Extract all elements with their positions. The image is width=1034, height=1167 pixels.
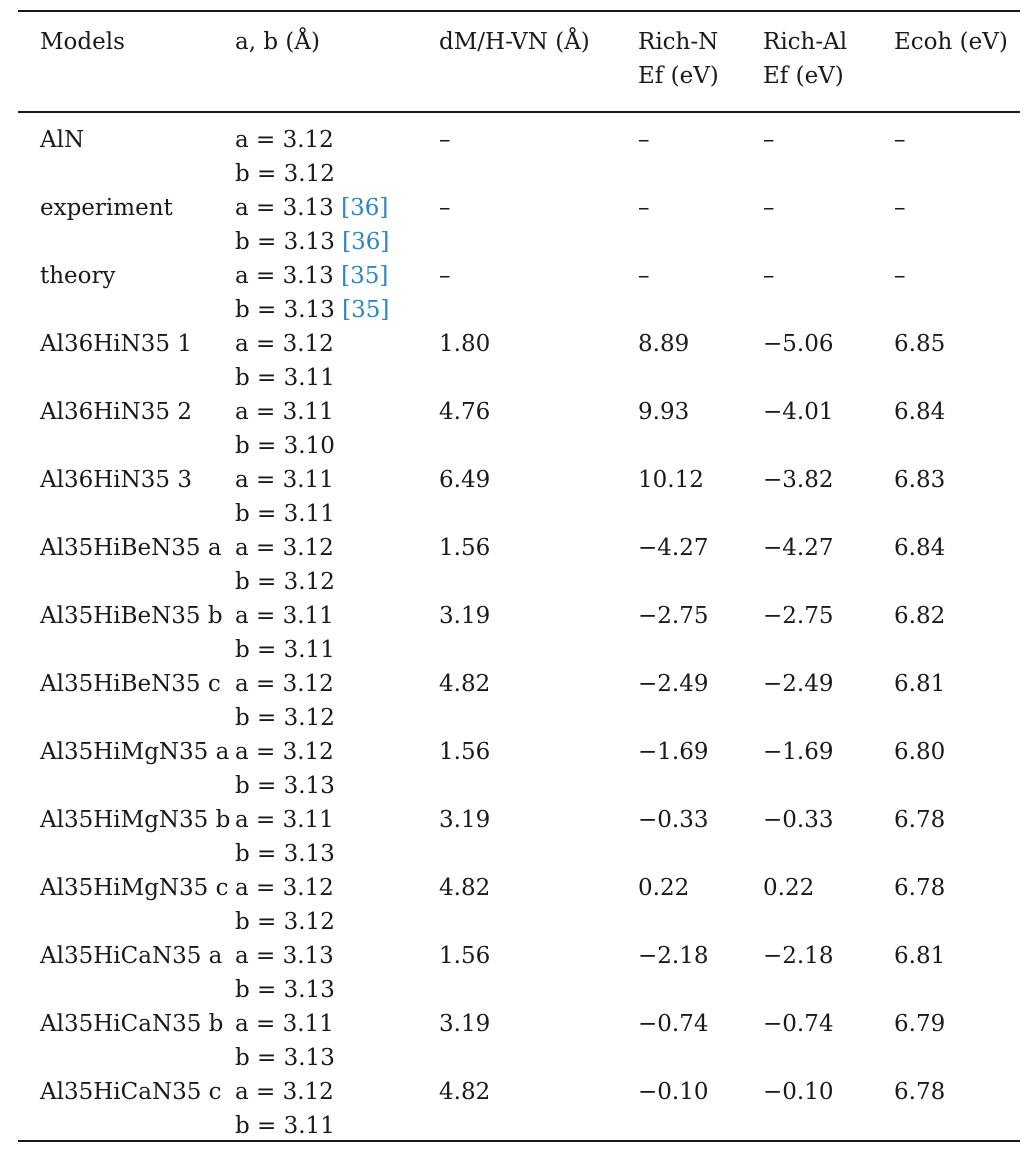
model-label: Al35HiCaN35 c: [40, 1078, 222, 1105]
cell-model: [18, 871, 229, 939]
header-rich-al-line1: Rich-Al: [763, 29, 848, 55]
table-row: [18, 735, 1020, 803]
ef-rich-al-value: −4.27: [763, 534, 834, 561]
lattice-b: [235, 1041, 417, 1075]
cell-ecoh: [872, 395, 1020, 463]
lattice-a: [235, 871, 417, 905]
lattice-b-value: b = 3.11: [235, 500, 335, 527]
cell-model: [18, 1075, 222, 1143]
ecoh-value: 6.82: [894, 602, 946, 629]
distance-value: 1.56: [439, 738, 491, 765]
cell-ef-rich-al: [741, 1007, 872, 1075]
lattice-b: [235, 157, 417, 191]
cell-model: [18, 113, 213, 191]
cell-model: [18, 1007, 224, 1075]
cell-ef-rich-al: [741, 803, 872, 871]
cell-model: [18, 327, 213, 395]
cell-lattice: [213, 735, 417, 803]
ecoh-value: –: [894, 262, 906, 289]
cell-distance: [417, 463, 616, 531]
model-label: Al35HiBeN35 a: [40, 534, 222, 561]
distance-value: 4.76: [439, 398, 491, 425]
table-row: [18, 259, 1020, 327]
header-lattice: a, b (Å): [235, 29, 320, 55]
table-row: [18, 803, 1020, 871]
lattice-a: [235, 191, 417, 225]
model-label: Al35HiMgN35 a: [40, 738, 230, 765]
cell-lattice: [213, 667, 417, 735]
lattice-a-value: a = 3.12: [235, 330, 334, 357]
ef-rich-al-value: −4.01: [763, 398, 834, 425]
cell-ecoh: [872, 735, 1020, 803]
cell-distance: [417, 667, 616, 735]
cell-ef-rich-n: [616, 113, 741, 191]
lattice-a-value: a = 3.11: [235, 806, 334, 833]
ef-rich-n-value: −0.33: [638, 806, 709, 833]
cell-ef-rich-n: [616, 1075, 741, 1143]
lattice-b: [235, 633, 417, 667]
lattice-b: [235, 905, 417, 939]
header-row: [18, 12, 1020, 111]
lattice-b-value: b = 3.12: [235, 704, 335, 731]
table-row: [18, 871, 1020, 939]
ef-rich-n-value: 10.12: [638, 466, 704, 493]
ecoh-value: 6.80: [894, 738, 946, 765]
cell-distance: [417, 939, 616, 1007]
model-label: experiment: [40, 194, 173, 221]
ef-rich-n-value: −0.10: [638, 1078, 709, 1105]
model-label: Al35HiBeN35 c: [40, 670, 221, 697]
lattice-b-value: b = 3.11: [235, 636, 335, 663]
header-ecoh: Ecoh (eV): [894, 29, 1008, 55]
table-row: [18, 191, 1020, 259]
ef-rich-n-value: 0.22: [638, 874, 690, 901]
ecoh-value: 6.84: [894, 534, 946, 561]
model-label: Al35HiMgN35 c: [40, 874, 229, 901]
cell-ef-rich-al: [741, 395, 872, 463]
cell-model: [18, 599, 223, 667]
ef-rich-al-value: −3.82: [763, 466, 834, 493]
cell-distance: [417, 599, 616, 667]
ecoh-value: 6.83: [894, 466, 946, 493]
model-label: Al35HiCaN35 b: [40, 1010, 224, 1037]
cell-ef-rich-n: [616, 463, 741, 531]
lattice-a: [235, 327, 417, 361]
header-rich-al: [741, 12, 872, 111]
reference-link[interactable]: [36]: [342, 228, 390, 255]
ef-rich-al-value: −2.75: [763, 602, 834, 629]
lattice-a: [235, 1007, 417, 1041]
lattice-a: [235, 803, 417, 837]
bottom-rule: [18, 1140, 1020, 1142]
cell-ef-rich-al: [741, 113, 872, 191]
table-row: [18, 667, 1020, 735]
lattice-b: [235, 225, 417, 259]
lattice-a: [235, 1075, 417, 1109]
ef-rich-al-value: −2.18: [763, 942, 834, 969]
cell-ef-rich-n: [616, 735, 741, 803]
cell-ecoh: [872, 463, 1020, 531]
cell-lattice: [213, 803, 417, 871]
distance-value: –: [439, 194, 451, 221]
lattice-b: [235, 1109, 417, 1143]
ecoh-value: 6.78: [894, 806, 946, 833]
cell-distance: [417, 113, 616, 191]
cell-lattice: [213, 463, 417, 531]
cell-model: [18, 259, 213, 327]
ecoh-value: 6.84: [894, 398, 946, 425]
cell-ef-rich-n: [616, 1007, 741, 1075]
cell-lattice: [213, 113, 417, 191]
lattice-a-value: a = 3.12: [235, 534, 334, 561]
lattice-b: [235, 429, 417, 463]
cell-lattice: [213, 395, 417, 463]
distance-value: 4.82: [439, 874, 491, 901]
ecoh-value: 6.78: [894, 874, 946, 901]
lattice-b-value: b = 3.11: [235, 1112, 335, 1139]
cell-ef-rich-al: [741, 463, 872, 531]
cell-ecoh: [872, 259, 1020, 327]
ecoh-value: 6.78: [894, 1078, 946, 1105]
header-rich-n: [616, 12, 741, 111]
table-row: [18, 395, 1020, 463]
cell-distance: [417, 259, 616, 327]
cell-model: [18, 735, 230, 803]
cell-model: [18, 463, 213, 531]
ef-rich-al-value: −0.33: [763, 806, 834, 833]
reference-link[interactable]: [35]: [341, 262, 389, 289]
cell-lattice: [213, 191, 417, 259]
cell-lattice: [213, 939, 417, 1007]
cell-distance: [417, 191, 616, 259]
cell-model: [18, 803, 231, 871]
cell-ef-rich-al: [741, 327, 872, 395]
distance-value: 4.82: [439, 1078, 491, 1105]
cell-lattice: [213, 259, 417, 327]
cell-ef-rich-al: [741, 191, 872, 259]
model-label: Al36HiN35 3: [40, 466, 192, 493]
reference-link[interactable]: [36]: [341, 194, 389, 221]
ef-rich-al-value: –: [763, 126, 775, 153]
table-row: [18, 327, 1020, 395]
cell-lattice: [213, 599, 417, 667]
cell-ef-rich-n: [616, 803, 741, 871]
header-rich-al-line2: Ef (eV): [763, 63, 844, 89]
model-label: AlN: [40, 126, 85, 153]
model-label: theory: [40, 262, 116, 289]
lattice-b-value: b = 3.10: [235, 432, 335, 459]
cell-distance: [417, 735, 616, 803]
cell-distance: [417, 395, 616, 463]
ef-rich-n-value: −1.69: [638, 738, 709, 765]
lattice-b-value: b = 3.13: [235, 976, 335, 1003]
data-table: [18, 12, 1020, 111]
header-rich-n-line2: Ef (eV): [638, 63, 719, 89]
cell-distance: [417, 803, 616, 871]
lattice-b-value: b = 3.13: [235, 1044, 335, 1071]
cell-ecoh: [872, 191, 1020, 259]
lattice-b-value: b = 3.13: [235, 228, 335, 255]
cell-lattice: [213, 1007, 417, 1075]
cell-ef-rich-n: [616, 395, 741, 463]
cell-ecoh: [872, 327, 1020, 395]
ef-rich-n-value: –: [638, 194, 650, 221]
table-row: [18, 531, 1020, 599]
lattice-a: [235, 463, 417, 497]
table-row: [18, 1007, 1020, 1075]
lattice-b: [235, 769, 417, 803]
cell-distance: [417, 327, 616, 395]
header-models: Models: [40, 29, 125, 55]
lattice-b-value: b = 3.12: [235, 908, 335, 935]
table-row: [18, 1075, 1020, 1143]
model-label: Al35HiMgN35 b: [40, 806, 231, 833]
lattice-a-value: a = 3.12: [235, 670, 334, 697]
cell-ef-rich-al: [741, 735, 872, 803]
cell-model: [18, 191, 213, 259]
ecoh-value: –: [894, 194, 906, 221]
cell-ecoh: [872, 803, 1020, 871]
ef-rich-n-value: –: [638, 126, 650, 153]
ecoh-value: 6.81: [894, 670, 946, 697]
cell-model: [18, 667, 221, 735]
distance-value: 6.49: [439, 466, 491, 493]
ef-rich-al-value: −2.49: [763, 670, 834, 697]
cell-ef-rich-n: [616, 259, 741, 327]
distance-value: 3.19: [439, 1010, 491, 1037]
lattice-a-value: a = 3.11: [235, 1010, 334, 1037]
cell-ef-rich-al: [741, 259, 872, 327]
lattice-a: [235, 735, 417, 769]
lattice-b-value: b = 3.13: [235, 296, 335, 323]
ef-rich-n-value: −4.27: [638, 534, 709, 561]
cell-ecoh: [872, 939, 1020, 1007]
reference-link[interactable]: [35]: [342, 296, 390, 323]
cell-lattice: [213, 327, 417, 395]
lattice-a: [235, 531, 417, 565]
ecoh-value: 6.79: [894, 1010, 946, 1037]
cell-ef-rich-al: [741, 1075, 872, 1143]
cell-ecoh: [872, 667, 1020, 735]
table-row: [18, 463, 1020, 531]
cell-ef-rich-n: [616, 599, 741, 667]
cell-ecoh: [872, 599, 1020, 667]
ef-rich-n-value: 8.89: [638, 330, 690, 357]
ef-rich-n-value: −0.74: [638, 1010, 709, 1037]
lattice-b-value: b = 3.11: [235, 364, 335, 391]
cell-ef-rich-al: [741, 667, 872, 735]
distance-value: –: [439, 262, 451, 289]
ef-rich-n-value: −2.75: [638, 602, 709, 629]
ef-rich-al-value: –: [763, 194, 775, 221]
model-label: Al35HiBeN35 b: [40, 602, 223, 629]
lattice-a-value: a = 3.12: [235, 126, 334, 153]
cell-ef-rich-n: [616, 191, 741, 259]
lattice-a: [235, 259, 417, 293]
lattice-a-value: a = 3.13: [235, 942, 334, 969]
cell-ef-rich-n: [616, 531, 741, 599]
distance-value: 4.82: [439, 670, 491, 697]
lattice-a: [235, 123, 417, 157]
distance-value: –: [439, 126, 451, 153]
cell-lattice: [213, 1075, 417, 1143]
lattice-a: [235, 599, 417, 633]
lattice-a-value: a = 3.12: [235, 874, 334, 901]
cell-ef-rich-al: [741, 939, 872, 1007]
lattice-b: [235, 837, 417, 871]
cell-ef-rich-al: [741, 599, 872, 667]
ef-rich-n-value: –: [638, 262, 650, 289]
table-row: [18, 939, 1020, 1007]
ef-rich-al-value: −0.10: [763, 1078, 834, 1105]
model-label: Al36HiN35 2: [40, 398, 192, 425]
model-label: Al36HiN35 1: [40, 330, 192, 357]
ecoh-value: 6.81: [894, 942, 946, 969]
cell-lattice: [213, 531, 417, 599]
lattice-a-value: a = 3.13: [235, 194, 334, 221]
cell-model: [18, 531, 222, 599]
lattice-a-value: a = 3.13: [235, 262, 334, 289]
lattice-b: [235, 701, 417, 735]
ef-rich-al-value: −5.06: [763, 330, 834, 357]
ef-rich-al-value: −1.69: [763, 738, 834, 765]
ef-rich-n-value: 9.93: [638, 398, 690, 425]
cell-distance: [417, 531, 616, 599]
lattice-b: [235, 565, 417, 599]
table-row: [18, 599, 1020, 667]
cell-ef-rich-al: [741, 531, 872, 599]
lattice-a-value: a = 3.11: [235, 466, 334, 493]
ef-rich-n-value: −2.18: [638, 942, 709, 969]
cell-model: [18, 939, 223, 1007]
header-distance: dM/H-VN (Å): [439, 29, 590, 55]
lattice-a: [235, 939, 417, 973]
cell-ef-rich-n: [616, 871, 741, 939]
lattice-b-value: b = 3.12: [235, 568, 335, 595]
ef-rich-al-value: 0.22: [763, 874, 815, 901]
cell-ecoh: [872, 1007, 1020, 1075]
lattice-a-value: a = 3.12: [235, 1078, 334, 1105]
distance-value: 3.19: [439, 602, 491, 629]
lattice-b-value: b = 3.13: [235, 772, 335, 799]
cell-ecoh: [872, 871, 1020, 939]
cell-distance: [417, 1075, 616, 1143]
lattice-b: [235, 973, 417, 1007]
cell-distance: [417, 1007, 616, 1075]
model-label: Al35HiCaN35 a: [40, 942, 223, 969]
cell-ecoh: [872, 113, 1020, 191]
ef-rich-al-value: −0.74: [763, 1010, 834, 1037]
distance-value: 1.56: [439, 942, 491, 969]
ef-rich-n-value: −2.49: [638, 670, 709, 697]
lattice-a: [235, 667, 417, 701]
distance-value: 1.80: [439, 330, 491, 357]
header-rich-n-line1: Rich-N: [638, 29, 719, 55]
cell-ef-rich-n: [616, 939, 741, 1007]
lattice-b-value: b = 3.13: [235, 840, 335, 867]
cell-ef-rich-n: [616, 327, 741, 395]
cell-distance: [417, 871, 616, 939]
table-container: [18, 10, 1020, 1143]
lattice-a-value: a = 3.11: [235, 398, 334, 425]
lattice-a-value: a = 3.11: [235, 602, 334, 629]
table-row: [18, 113, 1020, 191]
ef-rich-al-value: –: [763, 262, 775, 289]
lattice-a-value: a = 3.12: [235, 738, 334, 765]
lattice-b: [235, 497, 417, 531]
cell-ef-rich-n: [616, 667, 741, 735]
distance-value: 1.56: [439, 534, 491, 561]
cell-lattice: [213, 871, 417, 939]
lattice-b-value: b = 3.12: [235, 160, 335, 187]
lattice-b: [235, 361, 417, 395]
lattice-b: [235, 293, 417, 327]
data-table-body: [18, 113, 1020, 1143]
cell-ecoh: [872, 531, 1020, 599]
cell-ef-rich-al: [741, 871, 872, 939]
lattice-a: [235, 395, 417, 429]
cell-ecoh: [872, 1075, 1020, 1143]
cell-model: [18, 395, 213, 463]
distance-value: 3.19: [439, 806, 491, 833]
ecoh-value: 6.85: [894, 330, 946, 357]
ecoh-value: –: [894, 126, 906, 153]
